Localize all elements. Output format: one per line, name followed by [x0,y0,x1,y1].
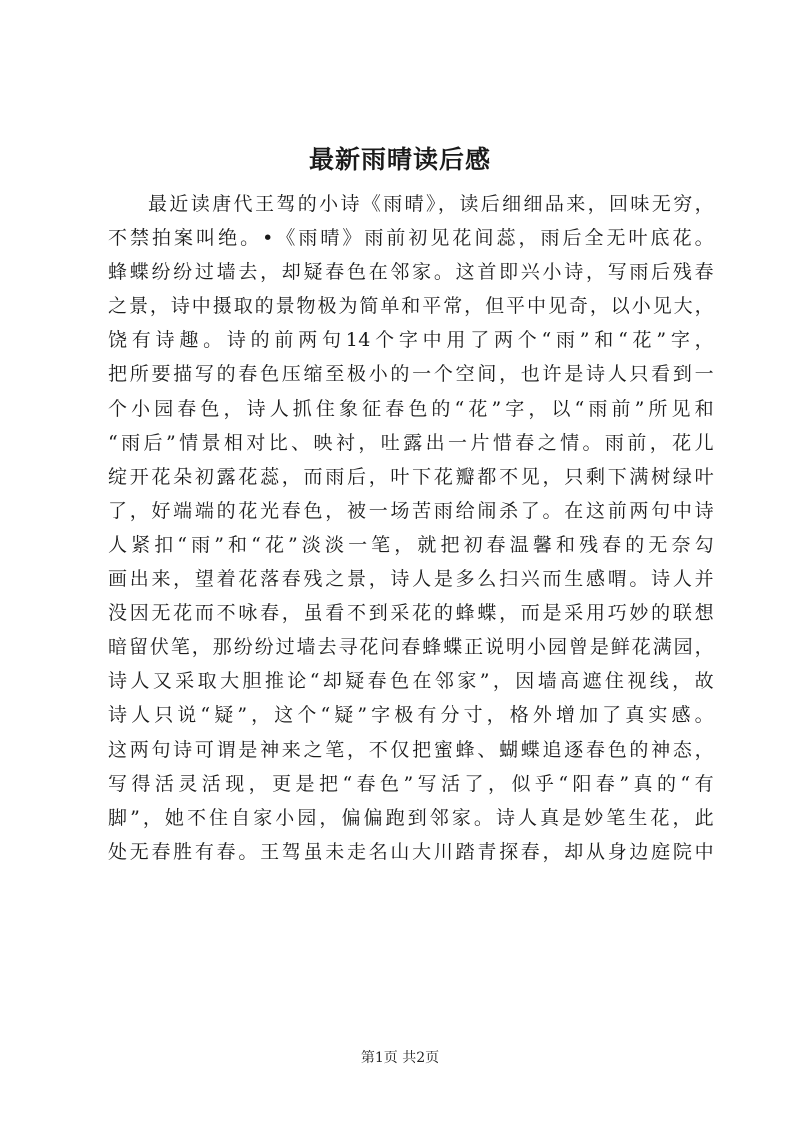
text-line: 之景，诗中摄取的景物极为简单和平常，但平中见奇，以小见大， [108,295,714,318]
text-line: “雨后”情景相对比、映衬，吐露出一片惜春之情。雨前，花儿 [108,431,714,454]
document-title: 最新雨晴读后感 [308,145,491,174]
text-line: 饶有诗趣。诗的前两句14个字中用了两个“雨”和“花”字， [108,329,714,352]
text-line: 写得活灵活现，更是把“春色”写活了，似乎“阳春”真的“有 [108,772,714,795]
text-line: 诗人又采取大胆推论“却疑春色在邻家”，因墙高遮住视线，故 [108,670,714,693]
text-line: 蜂蝶纷纷过墙去，却疑春色在邻家。这首即兴小诗，写雨后残春 [108,261,714,284]
text-line: 最近读唐代王驾的小诗《雨晴》，读后细细品来，回味无穷， [148,193,714,215]
text-line: 绽开花朵初露花蕊，而雨后，叶下花瓣都不见，只剩下满树绿叶 [108,465,714,488]
text-line: 不禁拍案叫绝。•《雨晴》雨前初见花间蕊，雨后全无叶底花。 [108,227,714,250]
text-line: 诗人只说“疑”，这个“疑”字极有分寸，格外增加了真实感。 [108,704,714,727]
text-line: 画出来，望着花落春残之景，诗人是多么扫兴而生感喟。诗人并 [108,568,714,591]
text-line: 处无春胜有春。王驾虽未走名山大川踏青探春，却从身边庭院中 [108,840,714,863]
text-line: 个小园春色，诗人抓住象征春色的“花”字，以“雨前”所见和 [108,397,714,420]
text-line: 脚”，她不住自家小园，偏偏跑到邻家。诗人真是妙笔生花，此 [108,806,714,829]
text-line: 没因无花而不咏春，虽看不到采花的蜂蝶，而是采用巧妙的联想 [108,602,714,625]
text-line: 暗留伏笔，那纷纷过墙去寻花问春蜂蝶正说明小园曾是鲜花满园， [108,636,714,659]
text-line: 人紧扣“雨”和“花”淡淡一笔，就把初春温馨和残春的无奈勾 [108,533,714,556]
body-text [108,187,714,869]
text-line: 这两句诗可谓是神来之笔，不仅把蜜蜂、蝴蝶追逐春色的神态， [108,738,714,761]
text-line: 了，好端端的花光春色，被一场苦雨给闹杀了。在这前两句中诗 [108,499,714,522]
page-footer: 第1页 共2页 [360,1050,440,1066]
text-line: 把所要描写的春色压缩至极小的一个空间，也许是诗人只看到一 [108,363,714,386]
